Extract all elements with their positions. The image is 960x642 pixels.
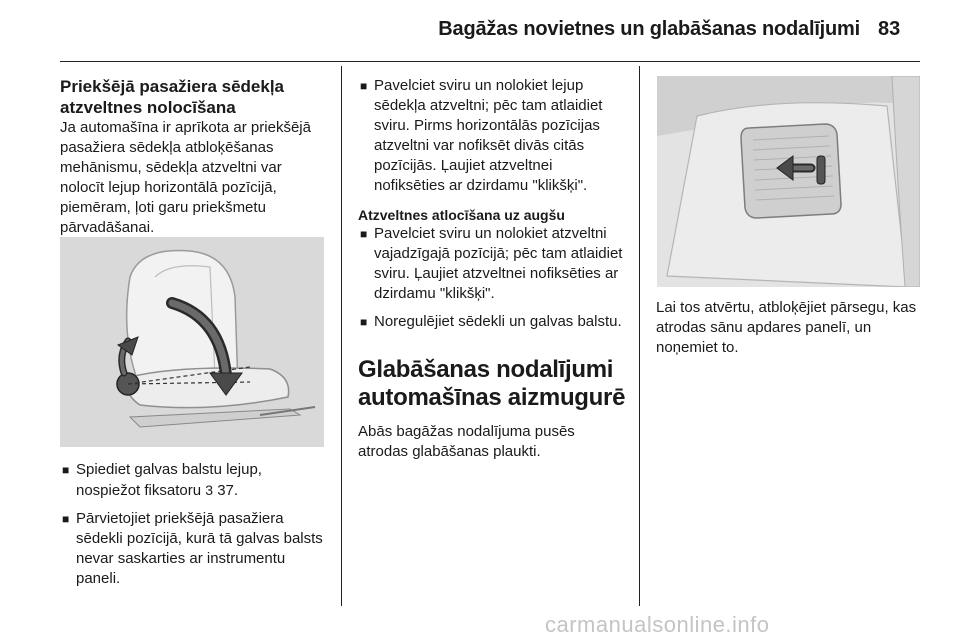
bullet-item-seat-position — [60, 509, 326, 589]
bullet-text: Pavelciet sviru un nolokiet atzveltni vajadzīgajā pozīcijā; pēc tam atlaidiet sviru. Ļaujiet atzveltnei nofiksēties ar dzirdamu "klikšķi". — [374, 225, 623, 302]
column-divider-right — [639, 66, 640, 606]
seat-fold-illustration — [60, 237, 324, 447]
bullet-text: Pavelciet sviru un nolokiet lejup sēdekļa atzveltni; pēc tam atlaidiet sviru. Pirms horizontālās pozīcijas atzveltni var nofiksēt divās citās pozīcijās. Ļaujiet atzveltnei nofiksēties ar dzirdamu "klikšķi". — [374, 77, 603, 194]
storage-cover-illustration — [657, 76, 920, 287]
column-3 — [656, 298, 920, 358]
page-header-title: Bagāžas novietnes un glabāšanas nodalījumi — [438, 18, 860, 40]
bullet-mark: ■ — [62, 512, 70, 526]
watermark: carmanualsonline.info — [545, 612, 770, 637]
intro-paragraph: Ja automašīna ir aprīkota ar priekšējā pasažiera sēdekļa atbloķēšanas mehānismu, sēdekļa atzveltni var nolocīt lejup horizontālā pozīcijā, piemēram, ļoti garu priekšmetu pārvadāšanai. — [60, 119, 311, 236]
open-cover-paragraph: Lai tos atvērtu, atbloķējiet pārsegu, kas atrodas sānu apdares panelī, un noņemiet to. — [656, 299, 917, 356]
bullet-item-unfold — [358, 224, 626, 304]
bullet-mark: ■ — [62, 463, 70, 477]
heading-line-2: automašīnas aizmugurē — [358, 384, 626, 411]
bullet-mark: ■ — [360, 227, 368, 241]
bullet-mark: ■ — [360, 79, 368, 93]
column-1 — [60, 76, 326, 238]
bullet-item-headrest — [60, 460, 326, 501]
bullet-text: Pārvietojiet priekšējā pasažiera sēdekli pozīcijā, kurā tā galvas balsts nevar saskarties ar instrumentu paneli. — [76, 510, 323, 587]
heading-line-1: Priekšējā pasažiera sēdekļa — [60, 77, 284, 96]
bullet-item-pull-lever — [358, 76, 626, 196]
section-heading-storage — [358, 356, 626, 412]
page-reference: 37. — [217, 482, 239, 499]
bullet-text: Spiediet galvas balstu lejup, nospiežot fiksatoru — [76, 461, 262, 499]
column-1-bullets — [60, 460, 326, 597]
page-reference-arrow: 3 — [205, 482, 214, 498]
bullet-mark: ■ — [360, 315, 368, 329]
storage-paragraph: Abās bagāžas nodalījuma pusēs atrodas glabāšanas plaukti. — [358, 423, 575, 460]
subheading-unfold: Atzveltnes atlocīšana uz augšu — [358, 207, 565, 223]
column-divider-left — [341, 66, 342, 606]
header-divider — [60, 61, 920, 62]
bullet-text: Noregulējiet sēdekli un galvas balstu. — [374, 313, 622, 330]
heading-line-1: Glabāšanas nodalījumi — [358, 356, 614, 383]
section-heading-seat-fold — [60, 76, 326, 118]
column-2 — [358, 76, 626, 462]
bullet-item-adjust — [358, 312, 626, 332]
heading-line-2: atzveltnes nolocīšana — [60, 98, 236, 117]
page-number: 83 — [878, 18, 901, 40]
